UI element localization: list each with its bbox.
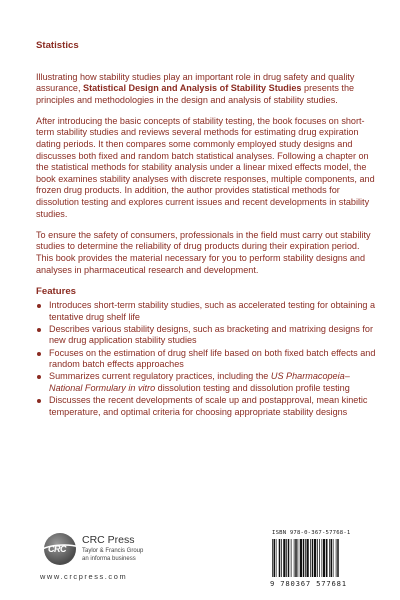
bullet-icon [37, 375, 41, 379]
feature-italic-title: US Pharmacopeia–National Formulary in vitro [49, 371, 350, 393]
feature-item [36, 300, 376, 323]
publisher-url: www.crcpress.com [40, 572, 128, 581]
audience-paragraph: To ensure the safety of consumers, professionals in the field must carry out stability studies to determine the reliability of drug products during their expiration period. This book provides the material necessary for you to perform stability designs and analyses in pharmaceutical research and development. [36, 229, 371, 275]
intro-text-end: presents the principles and methodologies in the design and analysis of stability studies. [36, 83, 355, 105]
publisher-group: Taylor & Francis Group [82, 548, 144, 554]
barcode-icon [270, 539, 368, 577]
feature-item [36, 395, 376, 418]
feature-text: Introduces short-term stability studies, such as accelerated testing for obtaining a tentative drug shelf life [49, 300, 376, 322]
bullet-icon [37, 328, 41, 332]
intro-text-start: Illustrating how stability studies play an important role in drug safety and quality assurance, [36, 71, 355, 94]
publisher-business: an informa business [82, 556, 136, 562]
bullet-icon [37, 352, 41, 356]
logo-letters: CRC [48, 544, 66, 554]
intro-paragraph [36, 72, 376, 107]
section-heading: Statistics [36, 40, 79, 51]
feature-text: Discusses the recent developments of scale up and postapproval, mean kinetic temperature, and optimal criteria for choosing appropriate stability designs [49, 394, 368, 417]
feature-text: Describes various stability designs, such as bracketing and matrixing designs for new drug application stability studies [49, 323, 373, 346]
feature-text-start: Summarizes current regulatory practices, including the [49, 371, 271, 382]
feature-text-end: dissolution testing and dissolution profile testing [155, 382, 350, 393]
feature-item [36, 324, 376, 347]
feature-text [49, 371, 350, 393]
bullet-icon [37, 399, 41, 403]
description-paragraph: After introducing the basic concepts of stability testing, the book focuses on short-term stability studies and reviews several methods for estimating drug expiration dating periods. It then compares some commonly employed study designs and discusses both fixed and random batch statistical analyses. Following a chapter on the statistical methods for stability analysis under a linear mixed effects model, the book examines stability analyses with discrete responses, multiple components, and frozen drug products. In addition, the author provides statistical methods for dissolution testing and explores current issues and recent developments in stability studies. [36, 115, 375, 219]
book-title: Statistical Design and Analysis of Stability Studies [83, 83, 302, 94]
feature-text: Focuses on the estimation of drug shelf life based on both fixed batch effects and random batch effects approaches [49, 347, 376, 370]
feature-item [36, 371, 376, 394]
barcode-digits: 9 780367 577681 [270, 579, 347, 588]
features-heading: Features [36, 285, 76, 297]
cover-text [36, 40, 376, 419]
isbn-text: ISBN 978-0-367-57768-1 [272, 530, 351, 536]
publisher-logo [40, 531, 200, 581]
isbn-barcode-block [270, 530, 370, 588]
feature-item [36, 348, 376, 371]
publisher-name: CRC Press [82, 534, 135, 546]
bullet-icon [37, 304, 41, 308]
features-list [36, 300, 376, 418]
